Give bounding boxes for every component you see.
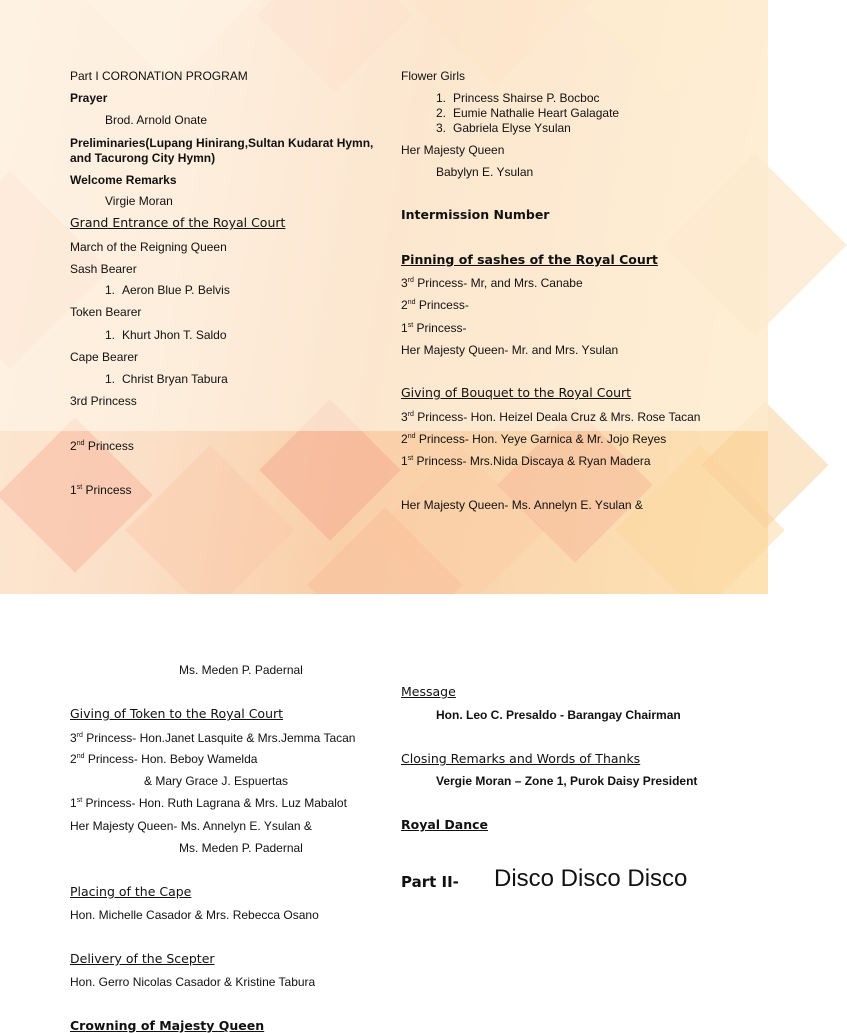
- welcome-name: Virgie Moran: [105, 194, 173, 208]
- cape-heading: Placing of the Cape: [70, 884, 192, 899]
- grand-entrance-heading: Grand Entrance of the Royal Court: [70, 215, 286, 230]
- bouquet-item: 1st Princess- Mrs.Nida Discaya & Ryan Madera: [401, 454, 651, 468]
- prayer-label: Prayer: [70, 91, 108, 105]
- intermission-heading: Intermission Number: [401, 207, 550, 222]
- preliminaries-line-1: Preliminaries(Lupang Hinirang,Sultan Kudarat Hymn,: [70, 136, 374, 150]
- message-heading: Message: [401, 684, 456, 699]
- royal-dance-heading: Royal Dance: [401, 817, 489, 832]
- first-princess-label: 1st Princess: [70, 483, 132, 497]
- part-two-label: Part II-: [401, 873, 459, 891]
- pinning-heading: Pinning of sashes of the Royal Court: [401, 252, 658, 267]
- bouquet-heading: Giving of Bouquet to the Royal Court: [401, 385, 632, 400]
- flower-girl-item: 3. Gabriela Elyse Ysulan: [436, 121, 571, 135]
- crowning-heading: Crowning of Majesty Queen: [70, 1018, 265, 1033]
- bouquet-queen: Her Majesty Queen- Ms. Annelyn E. Ysulan &: [401, 498, 643, 512]
- preliminaries-line-2: and Tacurong City Hymn): [70, 151, 216, 165]
- message-name: Hon. Leo C. Presaldo - Barangay Chairman: [436, 708, 681, 722]
- cape-names: Hon. Michelle Casador & Mrs. Rebecca Osano: [70, 908, 319, 922]
- part-one-title: Part I CORONATION PROGRAM: [70, 69, 248, 83]
- sash-bearer-item: 1. Aeron Blue P. Belvis: [105, 283, 230, 297]
- token-item: 2nd Princess- Hon. Beboy Wamelda: [70, 752, 258, 766]
- token-item: 3rd Princess- Hon.Janet Lasquite & Mrs.Jemma Tacan: [70, 731, 356, 745]
- token-bearer-label: Token Bearer: [70, 305, 142, 319]
- scepter-heading: Delivery of the Scepter: [70, 951, 215, 966]
- token-bearer-item: 1. Khurt Jhon T. Saldo: [105, 328, 227, 342]
- pinning-item: 3rd Princess- Mr, and Mrs. Canabe: [401, 276, 583, 290]
- pinning-queen: Her Majesty Queen- Mr. and Mrs. Ysulan: [401, 343, 619, 357]
- pinning-item: 2nd Princess-: [401, 298, 469, 312]
- bouquet-item: 3rd Princess- Hon. Heizel Deala Cruz & Mrs. Rose Tacan: [401, 410, 701, 424]
- token-heading: Giving of Token to the Royal Court: [70, 706, 284, 721]
- bouquet-item: 2nd Princess- Hon. Yeye Garnica & Mr. Jojo Reyes: [401, 432, 667, 446]
- her-majesty-label: Her Majesty Queen: [401, 143, 505, 157]
- her-majesty-name: Babylyn E. Ysulan: [436, 165, 534, 179]
- scepter-names: Hon. Gerro Nicolas Casador & Kristine Tabura: [70, 975, 316, 989]
- flower-girls-label: Flower Girls: [401, 69, 466, 83]
- closing-heading: Closing Remarks and Words of Thanks: [401, 751, 641, 766]
- cape-bearer-label: Cape Bearer: [70, 350, 139, 364]
- token-queen-continued: Ms. Meden P. Padernal: [179, 841, 303, 855]
- second-princess-label: 2nd Princess: [70, 439, 134, 453]
- token-item: 1st Princess- Hon. Ruth Lagrana & Mrs. Luz Mabalot: [70, 796, 347, 810]
- pinning-item: 1st Princess-: [401, 321, 467, 335]
- third-princess-label: 3rd Princess: [70, 394, 137, 408]
- flower-girl-item: 2. Eumie Nathalie Heart Galagate: [436, 106, 620, 120]
- cape-bearer-item: 1. Christ Bryan Tabura: [105, 372, 228, 386]
- prayer-name: Brod. Arnold Onate: [105, 113, 208, 127]
- part-two-title: Disco Disco Disco: [494, 865, 688, 892]
- march-label: March of the Reigning Queen: [70, 240, 227, 254]
- sash-bearer-label: Sash Bearer: [70, 262, 137, 276]
- welcome-label: Welcome Remarks: [70, 173, 177, 187]
- flower-girl-item: 1. Princess Shairse P. Bocboc: [436, 91, 600, 105]
- meden-name-continued: Ms. Meden P. Padernal: [179, 663, 303, 677]
- program-page-2: [0, 594, 768, 1033]
- closing-name: Vergie Moran – Zone 1, Purok Daisy President: [436, 774, 698, 788]
- token-queen: Her Majesty Queen- Ms. Annelyn E. Ysulan &: [70, 819, 312, 833]
- token-item-continued: & Mary Grace J. Espuertas: [144, 774, 289, 788]
